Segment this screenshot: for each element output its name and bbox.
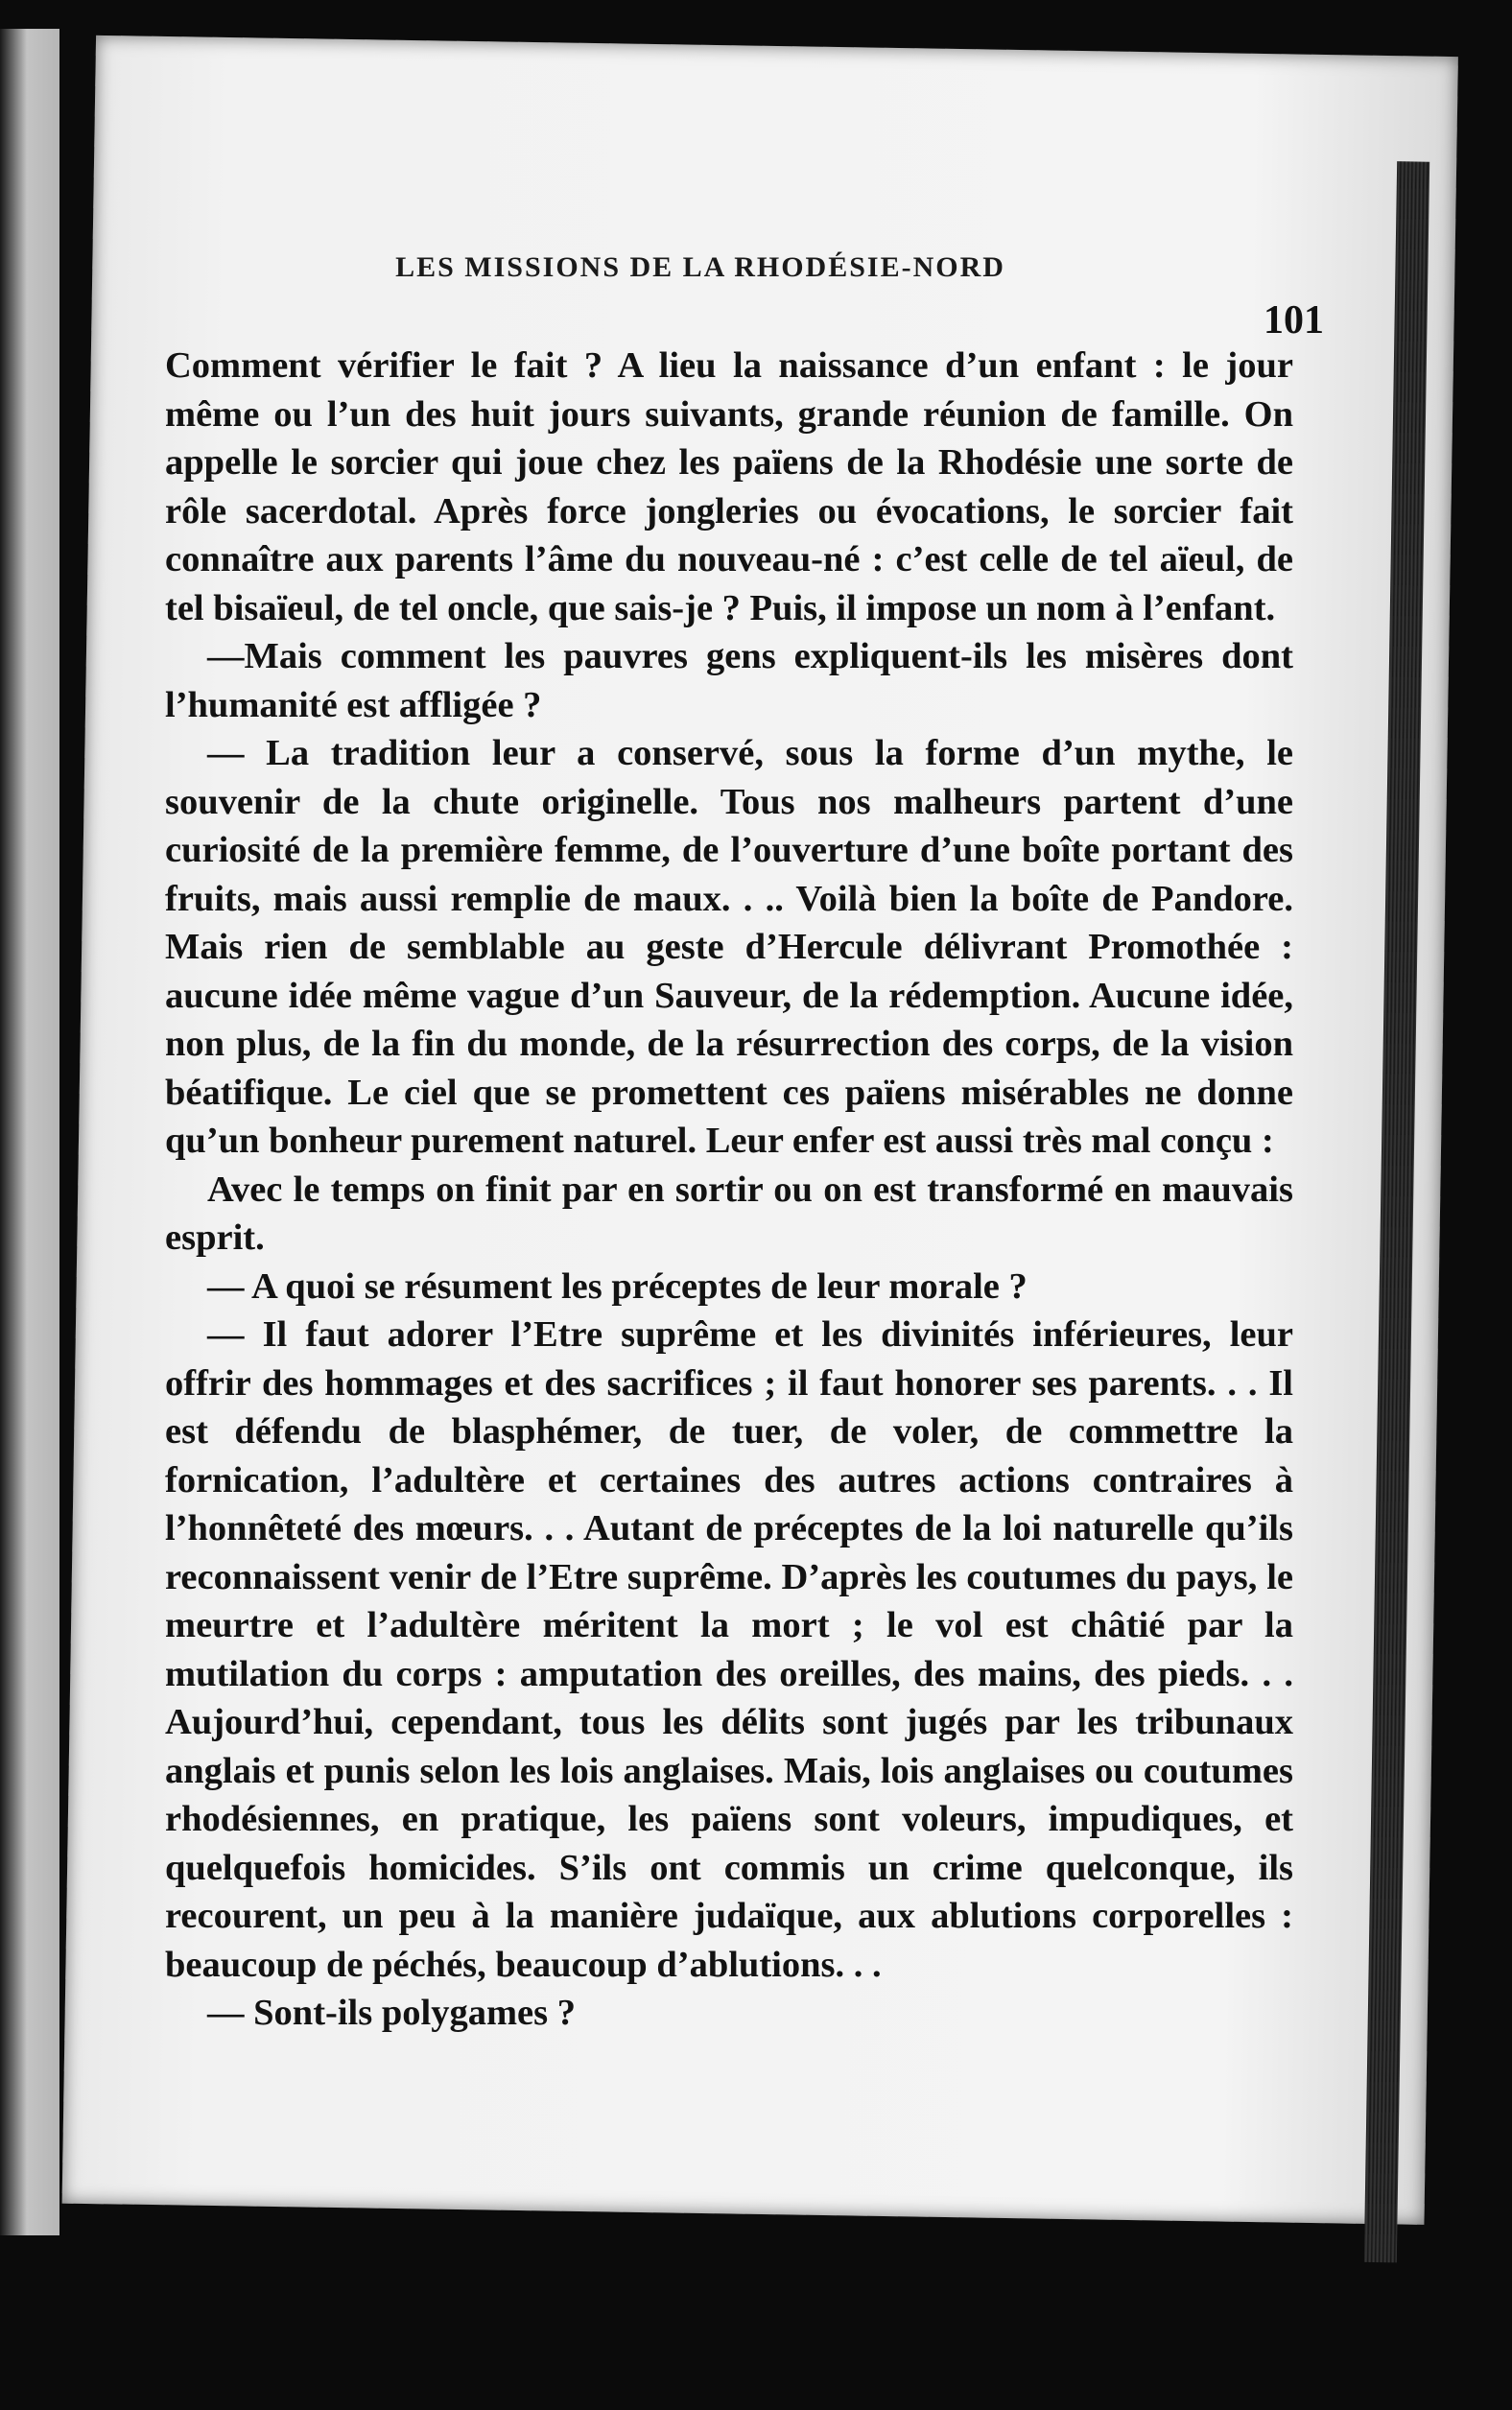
paragraph: — La tradition leur a conservé, sous la forme d’un mythe, le souvenir de la chute originelle. Tous nos malheurs partent d’une curiosité de la première femme, de l’ouverture d’une boîte portant des fruits, mais aussi remplie de maux. . .. Voilà bien la boîte de Pandore. Mais rien de semblable au geste d’Hercule délivrant Promothée : aucune idée même vague d’un Sauveur, de la rédemption. Aucune idée, non plus, de la fin du monde, de la résurrection des corps, de la vision béatifique. Le ciel que se promettent ces païens misérables ne donne qu’un bonheur purement naturel. Leur enfer est aussi très mal conçu : bbox=[165, 733, 1293, 1161]
paragraph: Avec le temps on finit par en sortir ou on est transformé en mauvais esprit. bbox=[165, 1169, 1293, 1258]
page-number: 101 bbox=[1264, 298, 1324, 343]
paragraph: —Mais comment les pauvres gens expliquent-ils les misères dont l’humanité est affligée ? bbox=[165, 636, 1293, 725]
paragraph: Comment vérifier le fait ? A lieu la naissance d’un enfant : le jour même ou l’un des huit jours suivants, grande réunion de famille. On appelle le sorcier qui joue chez les païens de la Rhodésie une sorte de rôle sacerdotal. Après force jongleries ou évocations, le sorcier fait connaître aux parents l’âme du nouveau-né : c’est celle de tel aïeul, de tel bisaïeul, de tel oncle, que sais-je ? Puis, il impose un nom à l’enfant. bbox=[165, 345, 1293, 628]
page-stack-edge bbox=[1364, 161, 1429, 2262]
paragraph: — Il faut adorer l’Etre suprême et les divinités inférieures, leur offrir des hommages et des sacrifices ; il faut honorer ses parents. . . Il est défendu de blasphémer, de tuer, de voler, de commettre la fornication, l’adultère et certaines des autres actions contraires à l’honnêteté des mœurs. . . Autant de préceptes de la loi naturelle qu’ils reconnaissent venir de l’Etre suprême. D’après les coutumes du pays, le meurtre et l’adultère méritent la mort ; le vol est châtié par la mutilation du corps : amputation des oreilles, des mains, des pieds. . . Aujourd’hui, cependant, tous les délits sont jugés par les tribunaux anglais et punis selon les lois anglaises. Mais, lois anglaises ou coutumes rhodésiennes, en pratique, les païens sont voleurs, impudiques, et quelquefois homicides. S’ils ont commis un crime quelconque, ils recourent, un peu à la manière judaïque, aux ablutions corporelles : beaucoup de péchés, beaucoup d’ablutions. . . bbox=[165, 1314, 1293, 1985]
previous-page-edge bbox=[0, 29, 59, 2235]
paragraph: — A quoi se résument les préceptes de leur morale ? bbox=[207, 1265, 1028, 1307]
paragraph: — Sont-ils polygames ? bbox=[207, 1993, 576, 2033]
running-header: LES MISSIONS DE LA RHODÉSIE-NORD bbox=[395, 251, 1005, 283]
body-text bbox=[165, 342, 1293, 2038]
